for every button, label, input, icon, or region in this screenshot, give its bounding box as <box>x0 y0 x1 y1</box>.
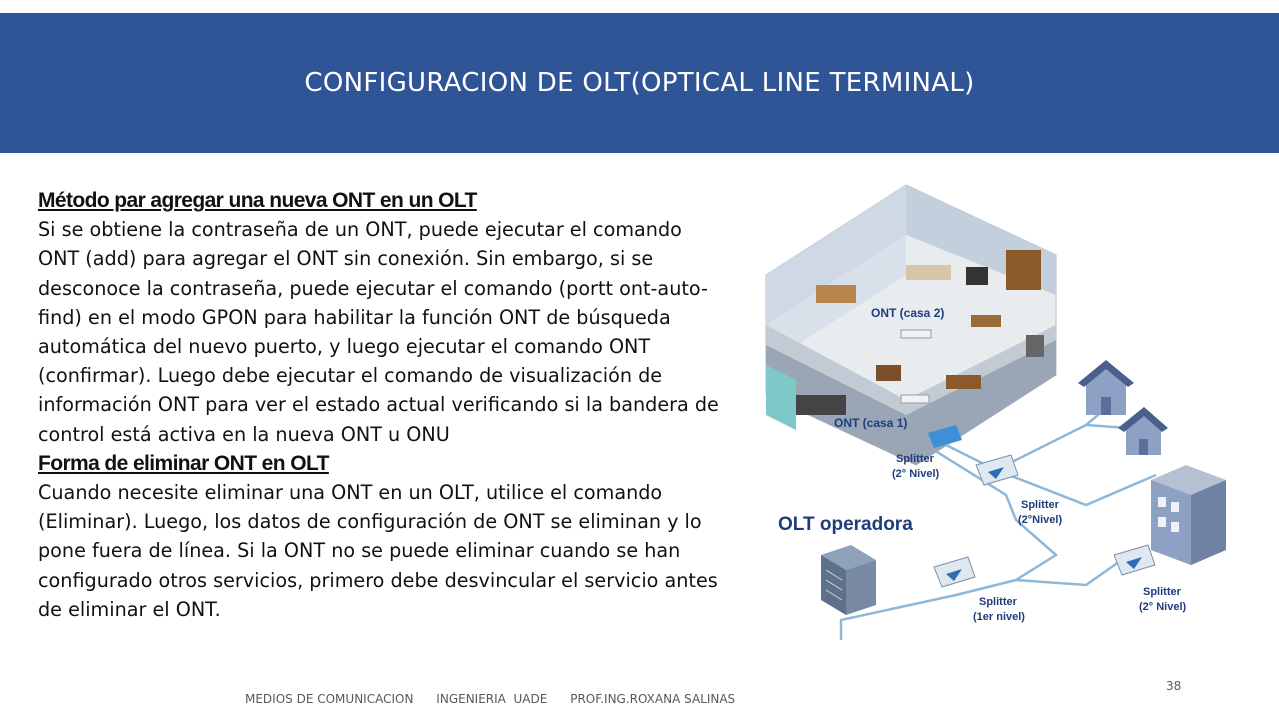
splitter-2nivel-b-label: Splitter <box>1021 499 1059 511</box>
splitter-1nivel-sublabel: (1er nivel) <box>973 611 1025 623</box>
house-cutaway <box>766 185 1056 465</box>
ont-casa2-label: ONT (casa 2) <box>871 306 945 320</box>
paragraph-remove-ont: Cuando necesite eliminar una ONT en un OLT, utilice el comando (Eliminar). Luego, los datos de configuración de ONT se eliminan y lo pone fuera de línea. Si la ONT no se puede eliminar cuando se han configurado otros servicios, primero debe desvincular el servicio antes de eliminar el ONT. <box>38 481 718 621</box>
ont-casa1-label: ONT (casa 1) <box>834 416 908 430</box>
splitter-2nivel-a-sublabel: (2° Nivel) <box>892 468 940 480</box>
heading-add-ont: Método par agregar una nueva ONT en un OLT <box>38 189 477 212</box>
splitter-2nivel-b-sublabel: (2°Nivel) <box>1018 514 1063 526</box>
gpon-network-illustration <box>756 175 1236 645</box>
splitter-2nivel-c-label: Splitter <box>1143 586 1181 598</box>
paragraph-add-ont: Si se obtiene la contraseña de un ONT, puede ejecutar el comando ONT (add) para agregar el ONT sin conexión. Sin embargo, si se desconoce la contraseña, puede ejecutar el comando (portt ont-auto-find) en el modo GPON para habilitar la función ONT de búsqueda automática del nuevo puerto, y luego ejecutar el comando ONT (confirmar). Luego debe ejecutar el comando de visualización de información ONT para ver el estado actual verificando si la bandera de control está activa en la nueva ONT u ONU <box>38 218 719 446</box>
top-margin <box>0 0 1279 13</box>
olt-operadora-label: OLT operadora <box>778 514 913 535</box>
olt-server-icon <box>821 545 876 615</box>
splitter-2nivel-c-sublabel: (2° Nivel) <box>1139 601 1187 613</box>
title-banner <box>0 13 1279 153</box>
heading-remove-ont: Forma de eliminar ONT en OLT <box>38 451 329 475</box>
building-icon <box>1151 465 1226 565</box>
slide-body <box>38 186 728 624</box>
splitter-2nivel-a-label: Splitter <box>896 453 934 465</box>
slide-title: CONFIGURACION DE OLT(OPTICAL LINE TERMINAL) <box>304 68 975 98</box>
page-number: 38 <box>1166 679 1182 693</box>
slide-footer: MEDIOS DE COMUNICACION INGENIERIA UADE PROF.ING.ROXANA SALINAS <box>245 692 736 706</box>
house-icon <box>1078 360 1134 415</box>
splitter-1nivel-label: Splitter <box>979 596 1017 608</box>
